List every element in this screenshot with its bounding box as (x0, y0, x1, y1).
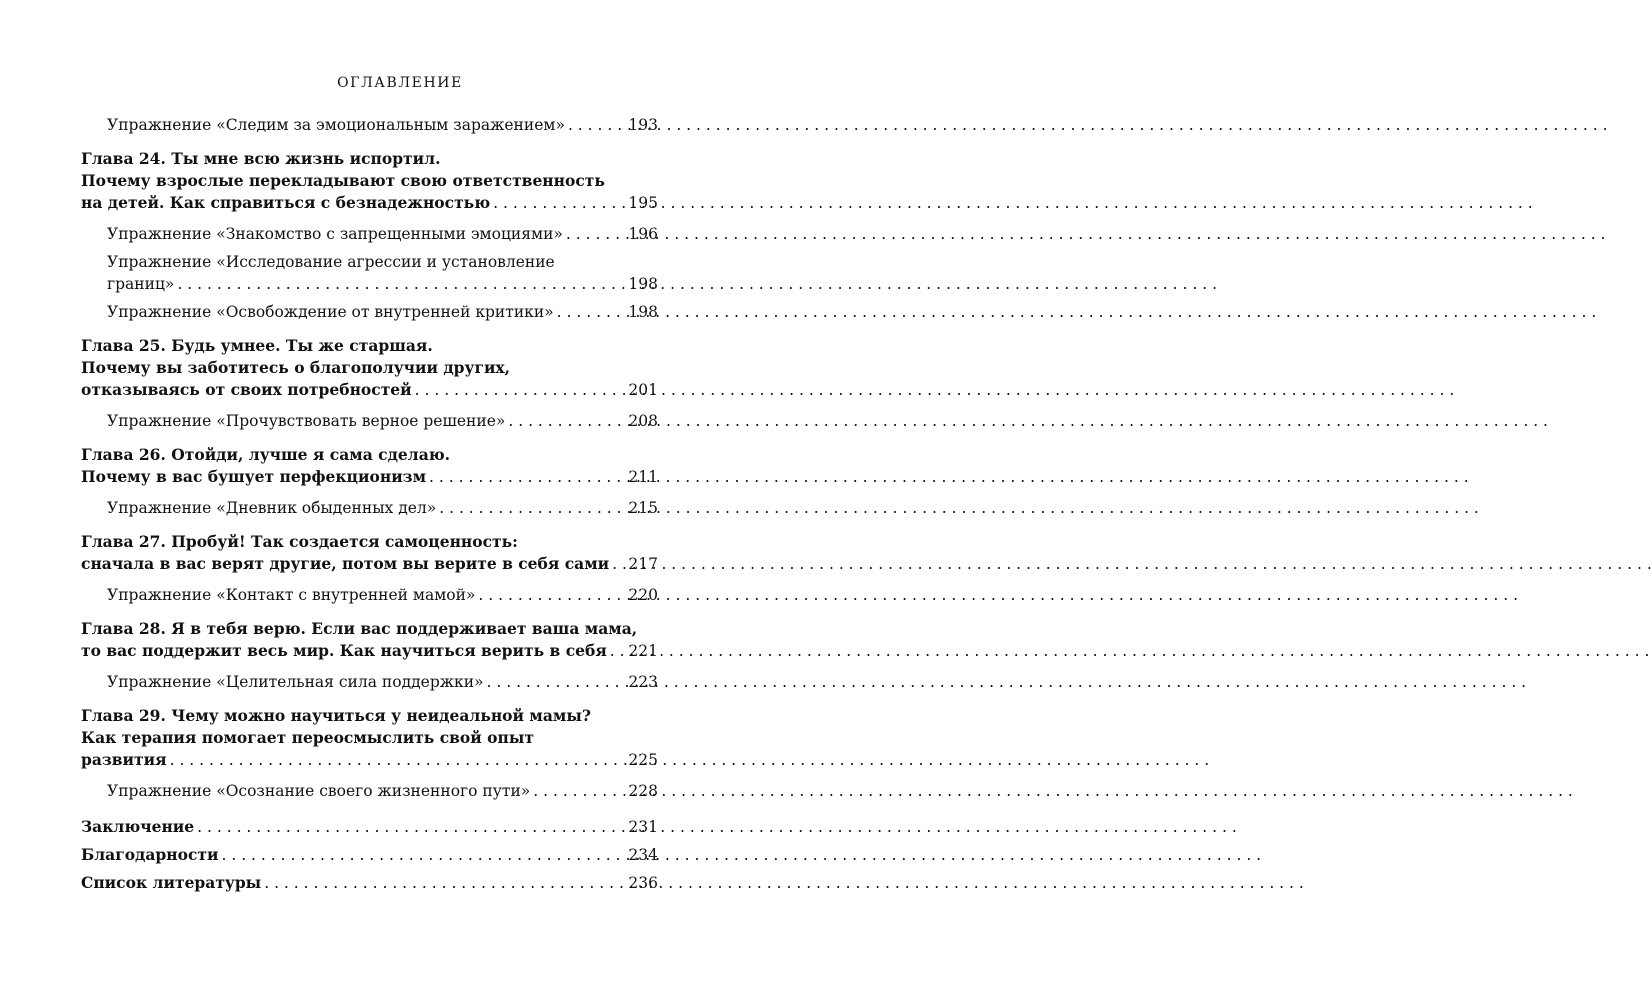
page-number: 220 (628, 586, 658, 604)
chapter-title-line: развития (81, 750, 167, 769)
page-number: 223 (628, 673, 658, 691)
page-number: 225 (628, 751, 658, 769)
chapter-title-line: Глава 24. Ты мне всю жизнь испортил. (81, 149, 441, 168)
dot-leader (174, 273, 628, 295)
chapter-title-line: на детей. Как справиться с безнадежностью (81, 193, 491, 212)
table-of-contents (81, 114, 658, 900)
page-number: 231 (628, 818, 658, 836)
dot-leader (167, 749, 629, 771)
toc-entry-exercise-198a[interactable] (81, 251, 658, 295)
toc-entry-exercise-215[interactable] (81, 497, 658, 519)
page-number: 198 (628, 275, 658, 293)
dot-leader (565, 114, 628, 136)
chapter-title-line: Глава 28. Я в тебя верю. Если вас поддерживает ваша мама, (81, 619, 638, 638)
toc-entry-chapter-27[interactable] (81, 531, 658, 575)
toc-entry-exercise-228[interactable] (81, 780, 658, 802)
dot-leader (530, 780, 628, 802)
page-number: 217 (628, 555, 658, 573)
page-number: 208 (628, 412, 658, 430)
dot-leader (609, 553, 628, 575)
toc-entry-exercise-193[interactable] (81, 114, 658, 136)
chapter-title-line: Глава 26. Отойди, лучше я сама сделаю. (81, 445, 451, 464)
dot-leader (412, 379, 629, 401)
toc-entry-title: Список литературы (81, 873, 262, 892)
chapter-title-line: Глава 27. Пробуй! Так создается самоценность: (81, 532, 518, 551)
toc-entry-bibliography[interactable] (81, 872, 658, 894)
chapter-title-line: Глава 29. Чему можно научиться у неидеальной мамы? (81, 706, 592, 725)
page-number: 198 (628, 303, 658, 321)
dot-leader (484, 671, 629, 693)
chapter-title-line: то вас поддержит весь мир. Как научиться верить в себя (81, 641, 607, 660)
toc-entry-title: Благодарности (81, 845, 219, 864)
toc-entry-chapter-28[interactable] (81, 618, 658, 662)
toc-entry-chapter-24[interactable] (81, 148, 658, 214)
dot-leader (219, 844, 629, 866)
dot-leader (475, 584, 628, 606)
chapter-title-line: Как терапия помогает переосмыслить свой опыт (81, 728, 534, 747)
toc-entry-title: Упражнение «Знакомство с запрещенными эмоциями» (107, 225, 563, 243)
toc-entry-conclusion[interactable] (81, 816, 658, 838)
toc-entry-title: Упражнение «Контакт с внутренней мамой» (107, 586, 476, 604)
page-number: 221 (628, 642, 658, 660)
dot-leader (490, 192, 628, 214)
toc-entry-chapter-29[interactable] (81, 705, 658, 771)
chapter-title-line: отказываясь от своих потребностей (81, 380, 412, 399)
page-number: 195 (628, 194, 658, 212)
toc-entry-title: Упражнение «Прочувствовать верное решение» (107, 412, 506, 430)
page-title: ОГЛАВЛЕНИЕ (337, 75, 463, 91)
dot-leader (261, 872, 628, 894)
chapter-title-line: Глава 25. Будь умнее. Ты же старшая. (81, 336, 433, 355)
toc-entry-exercise-198b[interactable] (81, 301, 658, 323)
chapter-title-line: Почему взрослые перекладывают свою ответственность (81, 171, 605, 190)
page-number: 236 (628, 874, 658, 892)
dot-leader (607, 640, 629, 662)
dot-leader (563, 223, 629, 245)
toc-entry-chapter-25[interactable] (81, 335, 658, 401)
page-number: 234 (628, 846, 658, 864)
chapter-title-line: Почему вы заботитесь о благополучии других, (81, 358, 511, 377)
dot-leader (426, 466, 628, 488)
toc-entry-title: Упражнение «Следим за эмоциональным заражением» (107, 116, 565, 134)
page-number: 196 (628, 225, 658, 243)
toc-entry-title: Упражнение «Исследование агрессии и установление (107, 253, 555, 271)
page-number: 211 (628, 468, 658, 486)
toc-entry-chapter-26[interactable] (81, 444, 658, 488)
toc-entry-acknowledgements[interactable] (81, 844, 658, 866)
toc-entry-title: Заключение (81, 817, 195, 836)
toc-entry-title: Упражнение «Осознание своего жизненного пути» (107, 782, 531, 800)
toc-entry-exercise-220[interactable] (81, 584, 658, 606)
toc-entry-title: границ» (107, 275, 175, 293)
toc-entry-exercise-223[interactable] (81, 671, 658, 693)
chapter-title-line: сначала в вас верят другие, потом вы верите в себя сами (81, 554, 610, 573)
page-number: 215 (628, 499, 658, 517)
dot-leader (194, 816, 628, 838)
toc-entry-exercise-196[interactable] (81, 223, 658, 245)
dot-leader (436, 497, 628, 519)
chapter-title-line: Почему в вас бушует перфекционизм (81, 467, 427, 486)
toc-entry-title: Упражнение «Целительная сила поддержки» (107, 673, 484, 691)
page-number: 193 (628, 116, 658, 134)
toc-entry-exercise-208[interactable] (81, 410, 658, 432)
dot-leader (505, 410, 628, 432)
dot-leader (554, 301, 629, 323)
page-number: 201 (628, 381, 658, 399)
toc-entry-title: Упражнение «Дневник обыденных дел» (107, 499, 437, 517)
toc-entry-title: Упражнение «Освобождение от внутренней критики» (107, 303, 554, 321)
page-number: 228 (628, 782, 658, 800)
